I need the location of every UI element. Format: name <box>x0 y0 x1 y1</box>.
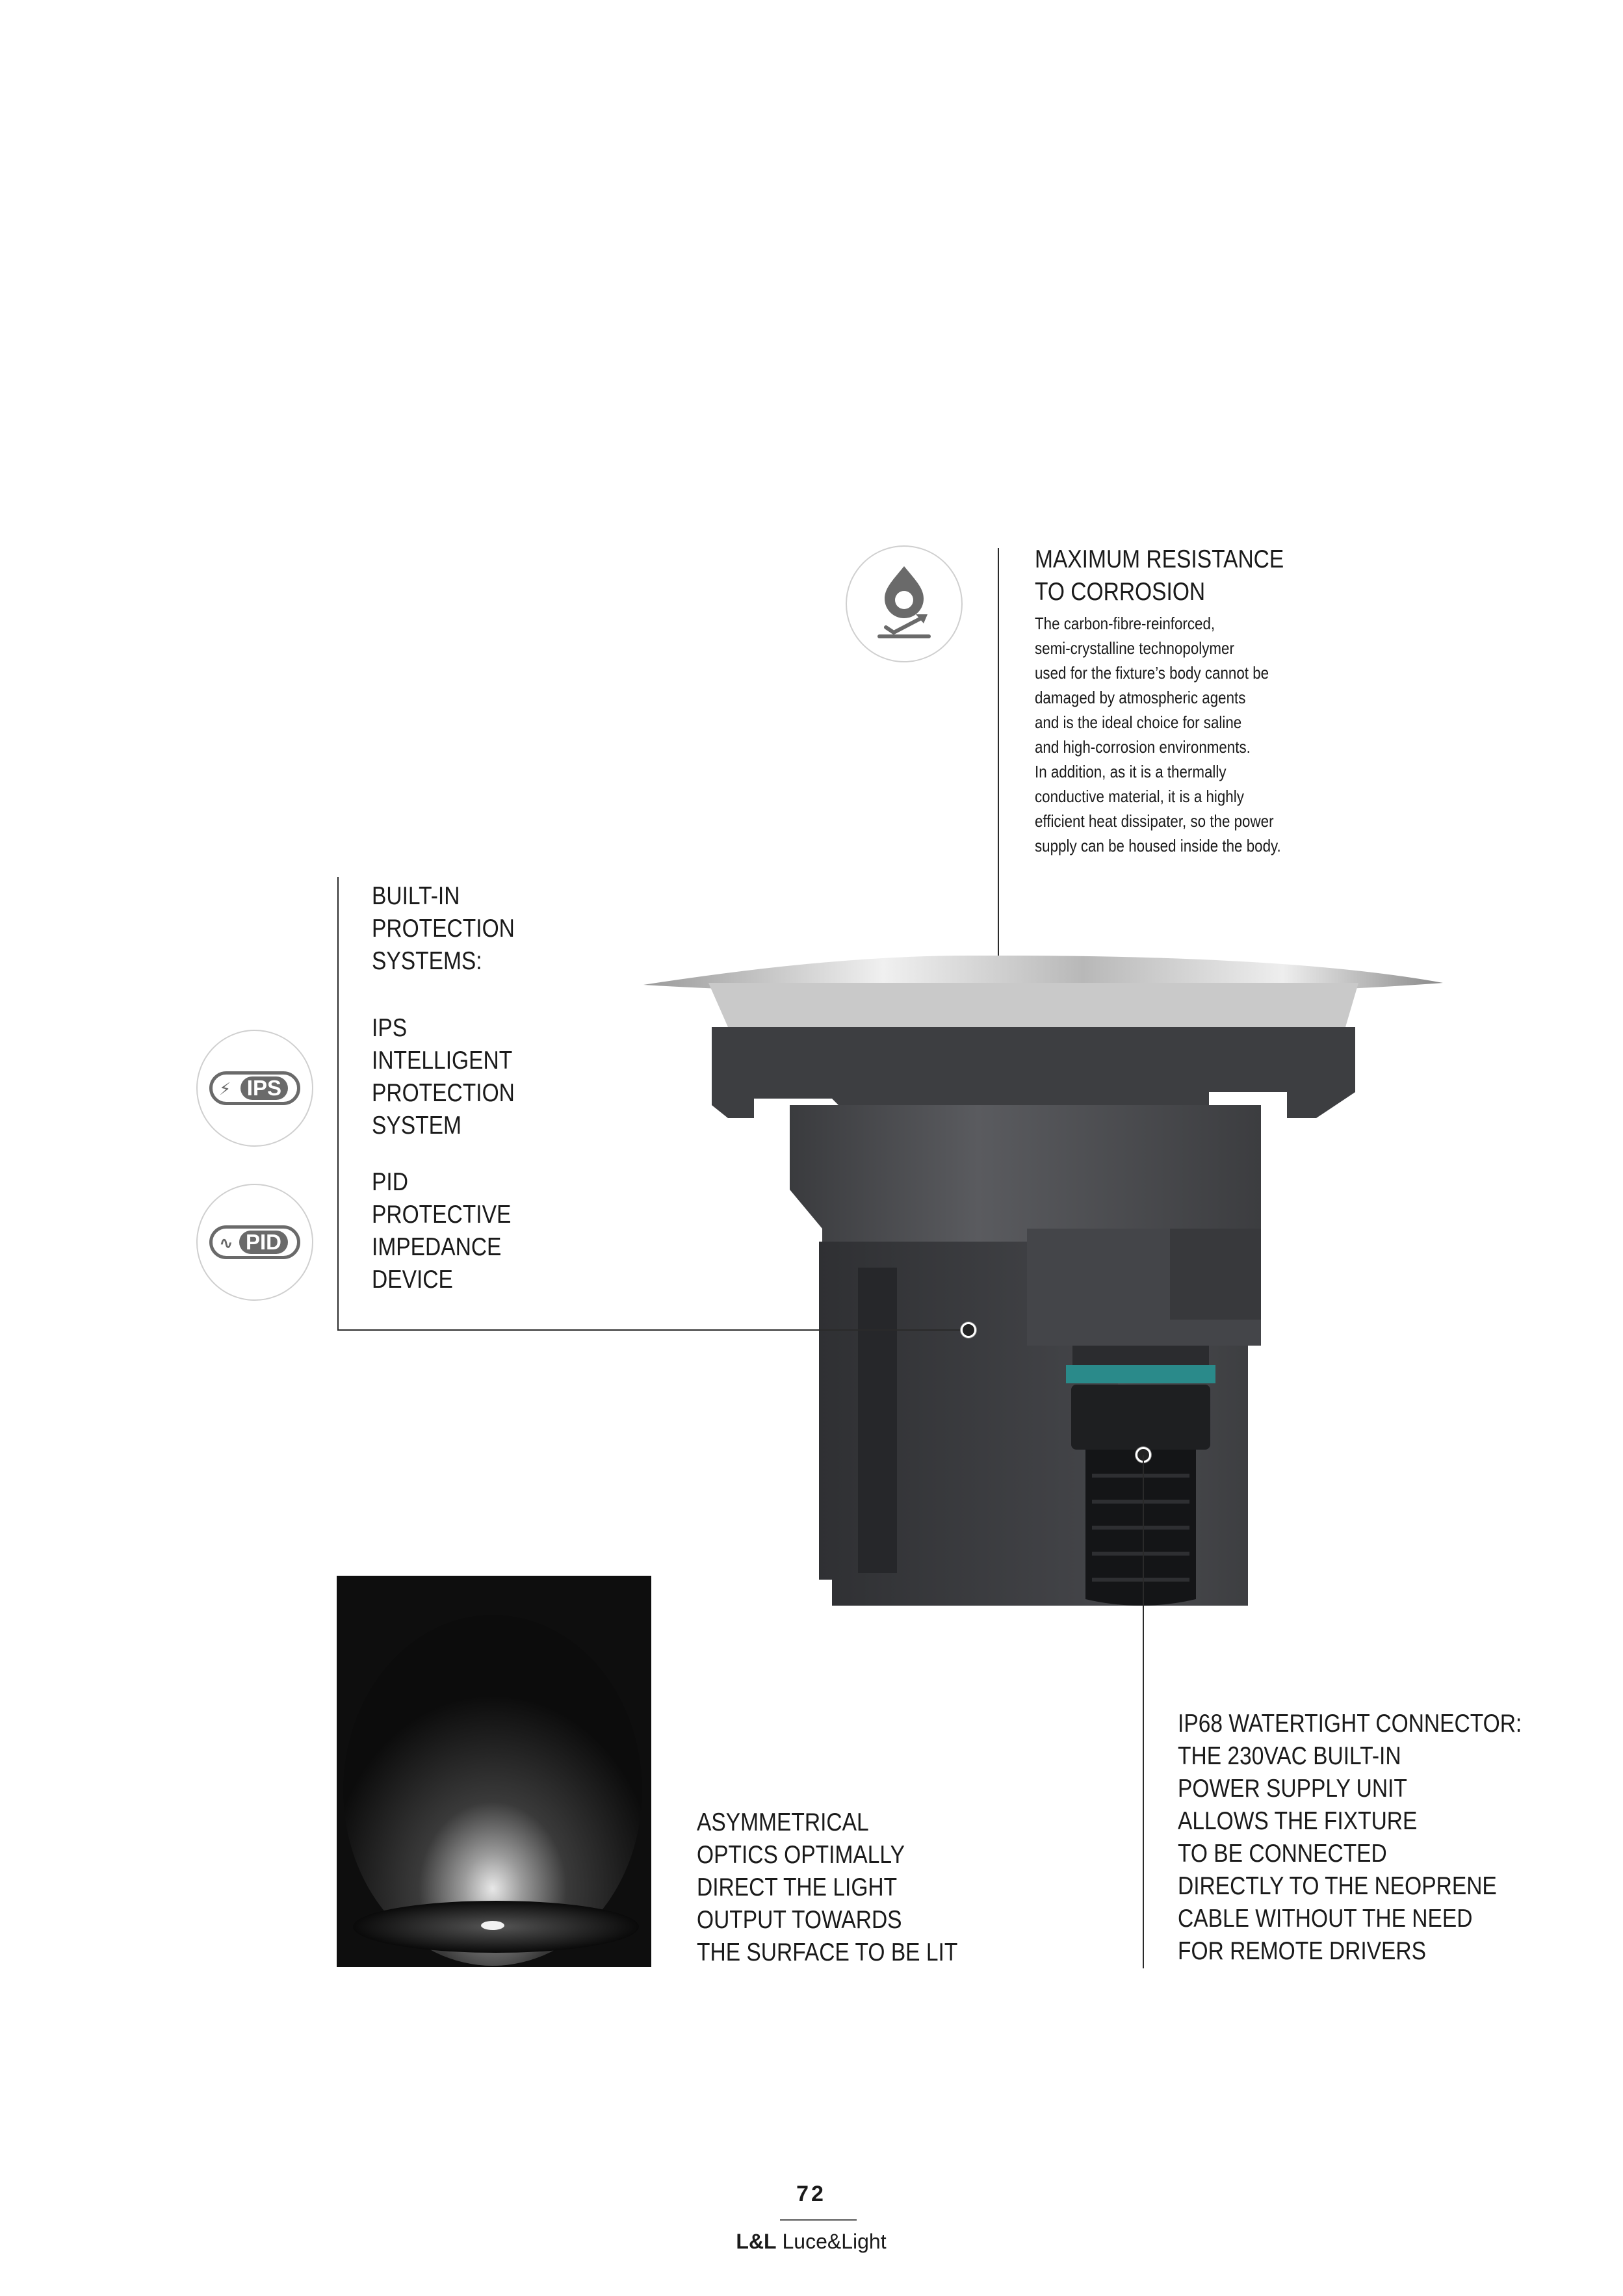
corrosion-body-7: In addition, as it is a thermally <box>1035 762 1227 781</box>
light-output-photo <box>337 1576 651 1967</box>
protection-leader-vertical <box>337 877 339 1331</box>
protection-heading-3: SYSTEMS: <box>372 947 482 975</box>
corrosion-resistance-icon <box>847 547 961 661</box>
connector-line-7: CABLE WITHOUT THE NEED <box>1178 1905 1473 1933</box>
page-number: 72 <box>796 2182 826 2206</box>
corrosion-body-1: The carbon-fibre-reinforced, <box>1035 614 1215 633</box>
connector-text <box>1178 1708 1578 1968</box>
ips-line-2: INTELLIGENT <box>372 1047 513 1075</box>
footer-divider <box>780 2219 857 2221</box>
impedance-wave-icon: ∿ <box>219 1233 233 1253</box>
corrosion-body-6: and high-corrosion environments. <box>1035 737 1251 757</box>
pid-line-3: IMPEDANCE <box>372 1233 502 1261</box>
protection-leader-dot <box>961 1322 976 1338</box>
lightning-icon: ⚡ <box>219 1079 231 1099</box>
footer-brand <box>714 2230 909 2254</box>
ips-line-3: PROTECTION <box>372 1079 515 1107</box>
connector-line-2: THE 230VAC BUILT-IN <box>1178 1742 1401 1770</box>
brand-name: Luce&Light <box>782 2230 887 2253</box>
connector-line-6: DIRECTLY TO THE NEOPRENE <box>1178 1872 1497 1900</box>
protection-heading-2: PROTECTION <box>372 915 515 943</box>
protection-heading <box>372 880 538 978</box>
optics-text <box>697 1807 1000 1969</box>
corrosion-body-5: and is the ideal choice for saline <box>1035 712 1242 732</box>
corrosion-title-1: MAXIMUM RESISTANCE <box>1035 545 1284 573</box>
corrosion-body-2: semi-crystalline technopolymer <box>1035 638 1234 658</box>
pid-text <box>372 1166 534 1296</box>
optics-line-4: OUTPUT TOWARDS <box>697 1906 902 1934</box>
corrosion-body-9: efficient heat dissipater, so the power <box>1035 811 1274 831</box>
ips-line-1: IPS <box>372 1014 408 1042</box>
protection-heading-1: BUILT-IN <box>372 882 460 910</box>
optics-line-3: DIRECT THE LIGHT <box>697 1873 898 1901</box>
corrosion-body-3: used for the fixture’s body cannot be <box>1035 663 1269 683</box>
pid-badge-label: PID <box>239 1231 288 1254</box>
pid-line-2: PROTECTIVE <box>372 1201 512 1229</box>
fixture-product-image <box>637 956 1456 1625</box>
ips-badge <box>196 1030 313 1147</box>
connector-line-1: IP68 WATERTIGHT CONNECTOR: <box>1178 1710 1522 1738</box>
connector-leader-line <box>1143 1455 1144 1968</box>
ips-line-4: SYSTEM <box>372 1112 461 1140</box>
pid-badge <box>196 1184 313 1301</box>
corrosion-body-8: conductive material, it is a highly <box>1035 787 1244 806</box>
corrosion-block <box>1035 543 1325 858</box>
connector-line-5: TO BE CONNECTED <box>1178 1840 1387 1868</box>
protection-leader-horizontal <box>337 1329 968 1331</box>
corrosion-body-4: damaged by atmospheric agents <box>1035 688 1246 707</box>
corrosion-body-10: supply can be housed inside the body. <box>1035 836 1281 855</box>
brand-logo-mark: L&L <box>736 2230 777 2253</box>
optics-line-1: ASYMMETRICAL <box>697 1808 869 1836</box>
optics-line-5: THE SURFACE TO BE LIT <box>697 1938 958 1966</box>
pid-line-4: DEVICE <box>372 1266 453 1294</box>
pid-line-1: PID <box>372 1168 408 1196</box>
connector-line-3: POWER SUPPLY UNIT <box>1178 1775 1407 1803</box>
connector-line-4: ALLOWS THE FIXTURE <box>1178 1807 1418 1835</box>
connector-line-8: FOR REMOTE DRIVERS <box>1178 1937 1427 1965</box>
corrosion-title-2: TO CORROSION <box>1035 578 1206 606</box>
ips-badge-label: IPS <box>240 1076 288 1100</box>
ips-text <box>372 1012 538 1142</box>
optics-line-2: OPTICS OPTIMALLY <box>697 1841 905 1869</box>
corrosion-badge <box>846 545 963 662</box>
